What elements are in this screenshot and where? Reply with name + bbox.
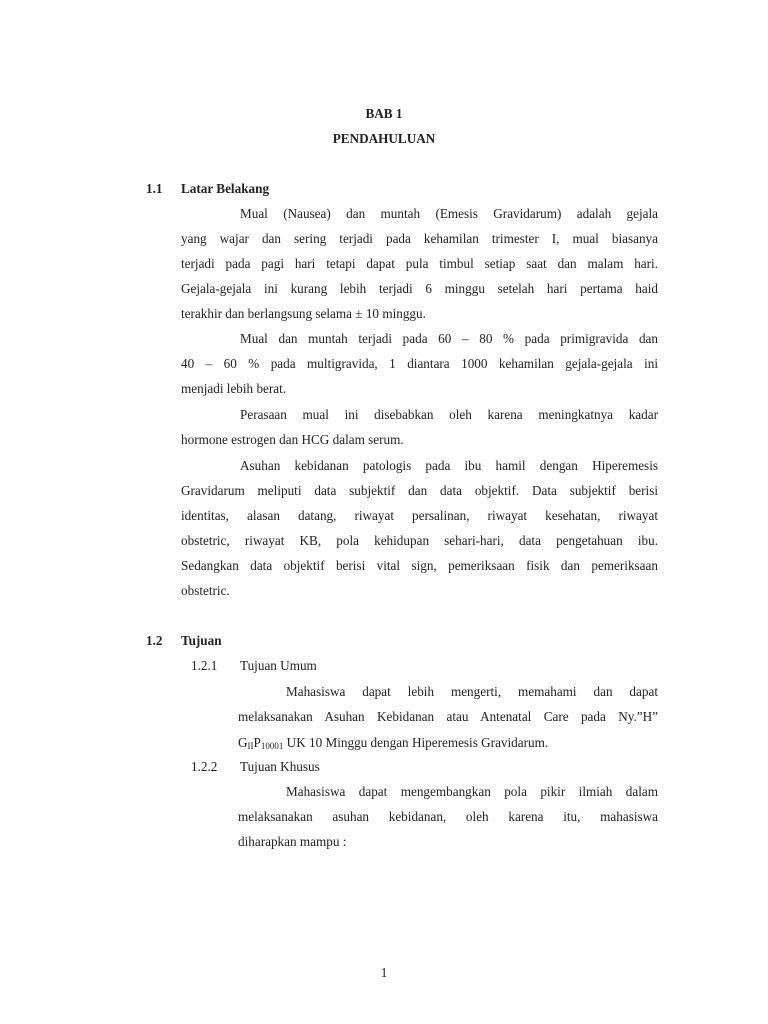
- paragraph-line: 40 – 60 % pada multigravida, 1 diantara 1000 kehamilan gejala-gejala ini: [181, 356, 658, 371]
- gravida-subscript: II: [247, 741, 254, 751]
- paragraph-line: Mual dan muntah terjadi pada 60 – 80 % pada primigravida dan: [240, 331, 658, 346]
- section-number: 1.2: [146, 633, 163, 648]
- page-number: 1: [380, 965, 388, 980]
- paragraph-line: Mahasiswa dapat mengembangkan pola pikir ilmiah dalam: [286, 784, 658, 799]
- chapter-label: BAB 1: [365, 106, 403, 121]
- paragraph-line: Gravidarum meliputi data subjektif dan data objektif. Data subjektif berisi: [181, 483, 658, 498]
- paragraph-line: melaksanakan Asuhan Kebidanan atau Antenatal Care pada Ny.”H”: [238, 709, 658, 724]
- section-title: Tujuan: [181, 633, 222, 648]
- section-title: Latar Belakang: [181, 181, 270, 196]
- paragraph-line: hormone estrogen dan HCG dalam serum.: [181, 432, 404, 447]
- paragraph-line: identitas, alasan datang, riwayat persalinan, riwayat kesehatan, riwayat: [181, 508, 658, 523]
- paragraph-line: obstetric.: [181, 583, 230, 598]
- subsection-title: Tujuan Umum: [240, 658, 317, 673]
- paragraph-line: terakhir dan berlangsung selama ± 10 minggu.: [181, 306, 426, 321]
- paragraph-line: yang wajar dan sering terjadi pada kehamilan trimester I, mual biasanya: [181, 231, 658, 246]
- paragraph-line: Gejala-gejala ini kurang lebih terjadi 6 minggu setelah hari pertama haid: [181, 281, 658, 296]
- line-rest: UK 10 Minggu dengan Hiperemesis Gravidarum.: [283, 735, 549, 750]
- subsection-number: 1.2.1: [191, 658, 218, 673]
- paragraph-line: Asuhan kebidanan patologis pada ibu hamil dengan Hiperemesis: [240, 458, 658, 473]
- subsection-title: Tujuan Khusus: [240, 759, 320, 774]
- paragraph-line: Perasaan mual ini disebabkan oleh karena meningkatnya kadar: [240, 407, 658, 422]
- paragraph-line: menjadi lebih berat.: [181, 381, 287, 396]
- paragraph-line: terjadi pada pagi hari tetapi dapat pula timbul setiap saat dan malam hari.: [181, 256, 658, 271]
- paragraph-line: Mual (Nausea) dan muntah (Emesis Gravidarum) adalah gejala: [240, 206, 658, 221]
- chapter-title: PENDAHULUAN: [332, 131, 436, 146]
- paragraph-line: melaksanakan asuhan kebidanan, oleh karena itu, mahasiswa: [238, 809, 658, 824]
- paragraph-line: Sedangkan data objektif berisi vital sign, pemeriksaan fisik dan pemeriksaan: [181, 558, 658, 573]
- paragraph-line-with-subscript: [238, 735, 548, 752]
- paragraph-line: Mahasiswa dapat lebih mengerti, memahami dan dapat: [286, 684, 658, 699]
- section-number: 1.1: [146, 181, 163, 196]
- gravida-letter: G: [238, 735, 248, 750]
- para-subscript: 10001: [260, 741, 284, 751]
- paragraph-line: obstetric, riwayat KB, pola kehidupan sehari-hari, data pengetahuan ibu.: [181, 533, 658, 548]
- paragraph-line: diharapkan mampu :: [238, 834, 347, 849]
- subsection-number: 1.2.2: [191, 759, 218, 774]
- para-letter: P: [253, 735, 261, 750]
